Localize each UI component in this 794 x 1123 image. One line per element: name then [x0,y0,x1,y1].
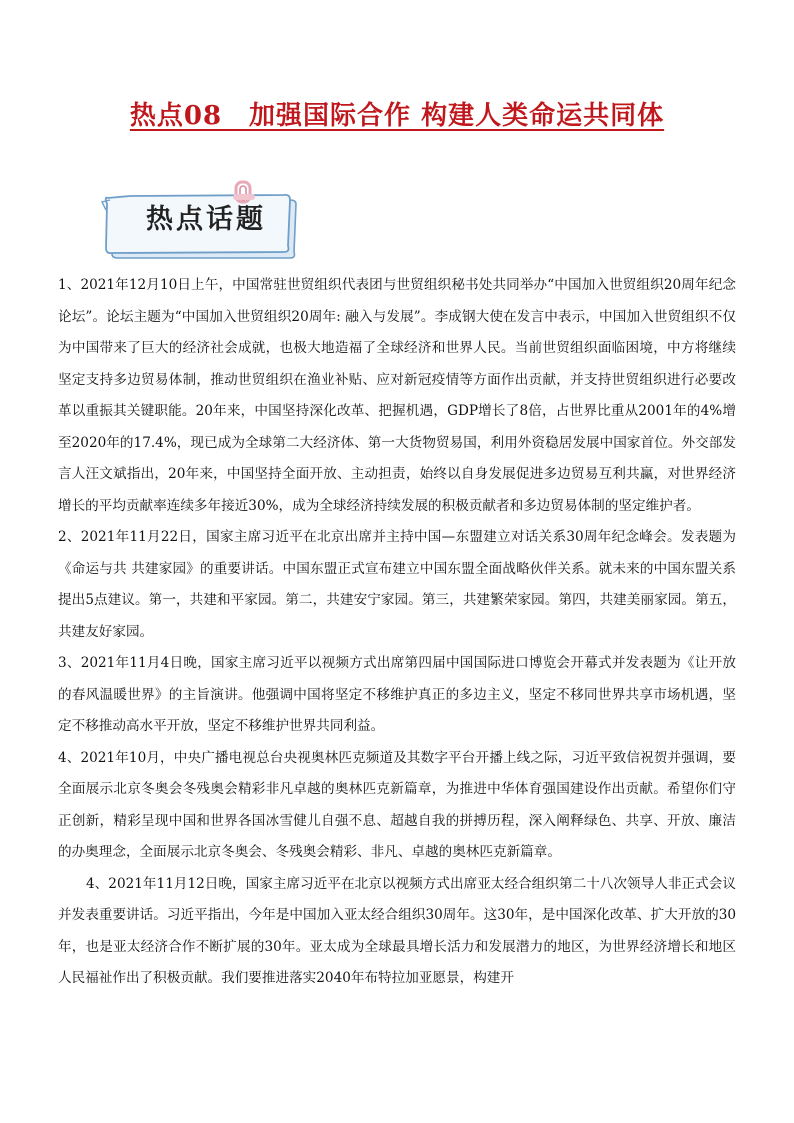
paragraph-3: 3、2021年11月4日晚，国家主席习近平以视频方式出席第四届中国国际进口博览会开幕式并发表题为《让开放的春风温暖世界》的主旨演讲。他强调中国将坚定不移维护真正的多边主义，坚定不移同世界共享市场机遇，坚定不移推动高水平开放，坚定不移维护世界共同利益。 [58,655,736,734]
paragraph-2: 2、2021年11月22日，国家主席习近平在北京出席并主持中国—东盟建立对话关系30周年纪念峰会。发表题为《命运与共 共建家园》的重要讲话。中国东盟正式宣布建立中国东盟全面战略伙伴关系。就未来的中国东盟关系提出5点建议。第一，共建和平家园。第二，共建安宁家园。第三，共建繁荣家园。第四，共建美丽家园。第五，共建友好家园。 [58,529,736,640]
article-body [58,270,736,995]
paragraph-5: 4、2021年11月12日晚，国家主席习近平在北京以视频方式出席亚太经合组织第二十八次领导人非正式会议并发表重要讲话。习近平指出，今年是中国加入亚太经合组织30周年。这30年，是中国深化改革、扩大开放的30年，也是亚太经济合作不断扩展的30年。亚太成为全球最具增长活力和发展潜力的地区，为世界经济增长和地区人民福祉作出了积极贡献。我们要推进落实2040年布特拉加亚愿景，构建开 [58,875,736,986]
paragraph-4: 4、2021年10月，中央广播电视总台央视奥林匹克频道及其数字平台开播上线之际，习近平致信祝贺并强调，要全面展示北京冬奥会冬残奥会精彩非凡卓越的奥林匹克新篇章，为推进中华体育强国建设作出贡献。希望你们守正创新，精彩呈现中国和世界各国冰雪健儿自强不息、超越自我的拼搏历程，深入阐释绿色、共享、开放、廉洁的办奥理念，全面展示北京冬奥会、冬残奥会精彩、非凡、卓越的奥林匹克新篇章。 [58,749,736,860]
page-title-text: 热点08 加强国际合作 构建人类命运共同体 [129,101,665,131]
section-badge [100,180,300,262]
paragraph-1: 1、2021年12月10日上午，中国常驻世贸组织代表团与世贸组织秘书处共同举办“中国加入世贸组织20周年纪念论坛”。论坛主题为“中国加入世贸组织20周年: 融入与发展”。李成钢大使在发言中表示，中国加入世贸组织不仅为中国带来了巨大的经济社会成就，也极大地造福了全球经济和世界人民。当前世贸组织面临困境，中方将继续坚定支持多边贸易体制，推动世贸组织在渔业补贴、应对新冠疫情等方面作出贡献，并支持世贸组织进行必要改革以重振其关键职能。20年来，中国坚持深化改革、把握机遇，GDP增长了8倍，占世界比重从2001年的4%增至2020年的17.4%，现已成为全球第二大经济体、第一大货物贸易国，利用外资稳居发展中国家首位。外交部发言人汪文斌指出，20年来，中国坚持全面开放、主动担责，始终以自身发展促进多边贸易互利共赢，对世界经济增长的平均贡献率连续多年接近30%，成为全球经济持续发展的积极贡献者和多边贸易体制的坚定维护者。 [58,277,736,514]
section-badge-label: 热点话题 [146,204,266,235]
page-title [0,96,794,136]
paper-clip-icon [233,182,255,202]
